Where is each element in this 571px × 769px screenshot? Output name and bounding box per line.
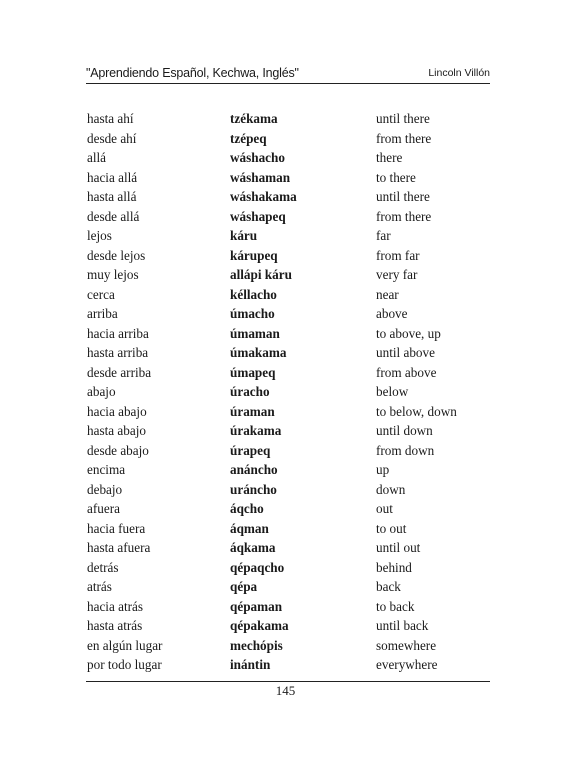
vocab-row: [87, 597, 487, 617]
kechwa-term: úraman: [230, 403, 275, 419]
spanish-term: lejos: [87, 228, 112, 243]
english-term: out: [376, 501, 393, 516]
spanish-term: abajo: [87, 384, 116, 399]
vocab-row: [87, 168, 487, 188]
kechwa-term: úrapeq: [230, 442, 271, 458]
spanish-term: desde arriba: [87, 364, 152, 380]
vocab-row: [87, 480, 487, 500]
english-term: back: [376, 579, 401, 594]
kechwa-term: allápi káru: [230, 267, 292, 282]
spanish-term: encima: [87, 462, 126, 477]
spanish-term: detrás: [87, 559, 119, 575]
spanish-term: arriba: [87, 306, 118, 321]
spanish-term: hasta atrás: [87, 618, 143, 633]
english-term: below: [376, 384, 409, 399]
spanish-term: hacia arriba: [87, 325, 149, 341]
vocab-row: [87, 187, 487, 207]
page-number: 145: [275, 683, 296, 698]
kechwa-term: tzépeq: [230, 130, 267, 146]
english-term: until out: [376, 540, 421, 555]
vocab-row: [87, 109, 487, 129]
english-term: near: [376, 286, 399, 302]
kechwa-term: anáncho: [230, 462, 278, 477]
english-term: until there: [376, 189, 430, 204]
spanish-term: allá: [87, 150, 107, 165]
english-term: until down: [376, 423, 433, 438]
vocab-row: [87, 499, 487, 519]
spanish-term: hasta afuera: [87, 540, 151, 555]
running-header: [86, 66, 490, 82]
kechwa-term: kárupeq: [230, 247, 278, 263]
english-term: everywhere: [376, 657, 438, 672]
english-term: above: [376, 306, 408, 321]
vocab-row: [87, 616, 487, 636]
vocab-row: [87, 441, 487, 461]
vocab-row: [87, 246, 487, 266]
spanish-term: muy lejos: [87, 267, 139, 282]
kechwa-term: káru: [230, 228, 258, 243]
english-term: up: [376, 462, 390, 477]
kechwa-term: kéllacho: [230, 286, 277, 302]
kechwa-term: úmaman: [230, 325, 280, 341]
kechwa-term: mechópis: [230, 637, 283, 653]
kechwa-term: inántin: [230, 657, 271, 672]
vocab-row: [87, 343, 487, 363]
english-term: until there: [376, 111, 430, 126]
header-rule: [86, 83, 490, 84]
kechwa-term: úmacho: [230, 306, 275, 321]
kechwa-term: wáshaman: [230, 169, 291, 185]
kechwa-term: úmapeq: [230, 364, 276, 380]
vocab-row: [87, 207, 487, 227]
kechwa-term: qépaman: [230, 598, 283, 614]
english-term: behind: [376, 559, 412, 575]
english-term: until back: [376, 618, 429, 633]
spanish-term: desde lejos: [87, 247, 146, 263]
footer-rule: [86, 681, 490, 682]
english-term: there: [376, 150, 403, 165]
kechwa-term: áqman: [230, 520, 269, 536]
english-term: from there: [376, 130, 432, 146]
vocab-row: [87, 148, 487, 168]
kechwa-term: áqcho: [230, 501, 264, 516]
kechwa-term: wáshapeq: [230, 208, 286, 224]
spanish-term: desde allá: [87, 208, 140, 224]
vocab-row: [87, 402, 487, 422]
english-term: to there: [376, 169, 416, 185]
vocab-row: [87, 538, 487, 558]
vocab-row: [87, 558, 487, 578]
spanish-term: hasta ahí: [87, 111, 134, 126]
spanish-term: por todo lugar: [87, 657, 162, 672]
author-name: Lincoln Villón: [428, 67, 490, 79]
english-term: very far: [376, 267, 418, 282]
vocab-row: [87, 285, 487, 305]
vocab-row: [87, 460, 487, 480]
vocab-row: [87, 421, 487, 441]
spanish-term: hacia allá: [87, 169, 138, 185]
kechwa-term: qépakama: [230, 618, 289, 633]
kechwa-term: úmakama: [230, 345, 287, 360]
english-term: from above: [376, 364, 437, 380]
book-title: "Aprendiendo Español, Kechwa, Inglés": [86, 66, 299, 80]
english-term: from down: [376, 442, 435, 458]
english-term: until above: [376, 345, 435, 360]
vocab-row: [87, 577, 487, 597]
vocab-row: [87, 655, 487, 675]
english-term: to above, up: [376, 325, 441, 341]
spanish-term: hasta abajo: [87, 423, 146, 438]
english-term: to out: [376, 520, 407, 536]
spanish-term: debajo: [87, 481, 123, 497]
spanish-term: hacia atrás: [87, 598, 144, 614]
vocab-row: [87, 519, 487, 539]
spanish-term: hasta arriba: [87, 345, 149, 360]
vocab-row: [87, 363, 487, 383]
english-term: from far: [376, 247, 420, 263]
kechwa-term: wáshakama: [230, 189, 297, 204]
vocab-row: [87, 304, 487, 324]
vocabulary-list: [87, 109, 487, 675]
spanish-term: desde abajo: [87, 442, 149, 458]
kechwa-term: úrakama: [230, 423, 282, 438]
kechwa-term: úracho: [230, 384, 270, 399]
spanish-term: atrás: [87, 579, 112, 594]
english-term: far: [376, 228, 391, 243]
spanish-term: hacia fuera: [87, 520, 146, 536]
vocab-row: [87, 324, 487, 344]
spanish-term: en algún lugar: [87, 637, 163, 653]
spanish-term: cerca: [87, 286, 115, 302]
vocab-row: [87, 382, 487, 402]
english-term: to below, down: [376, 403, 457, 419]
spanish-term: hasta allá: [87, 189, 137, 204]
kechwa-term: wáshacho: [230, 150, 285, 165]
english-term: to back: [376, 598, 415, 614]
vocab-row: [87, 265, 487, 285]
vocab-row: [87, 129, 487, 149]
kechwa-term: uráncho: [230, 481, 277, 497]
vocab-row: [87, 226, 487, 246]
spanish-term: desde ahí: [87, 130, 137, 146]
english-term: somewhere: [376, 637, 437, 653]
english-term: from there: [376, 208, 432, 224]
kechwa-term: qépa: [230, 579, 258, 594]
spanish-term: hacia abajo: [87, 403, 147, 419]
vocab-row: [87, 636, 487, 656]
spanish-term: afuera: [87, 501, 120, 516]
kechwa-term: qépaqcho: [230, 559, 285, 575]
kechwa-term: áqkama: [230, 540, 276, 555]
kechwa-term: tzékama: [230, 111, 278, 126]
english-term: down: [376, 481, 406, 497]
